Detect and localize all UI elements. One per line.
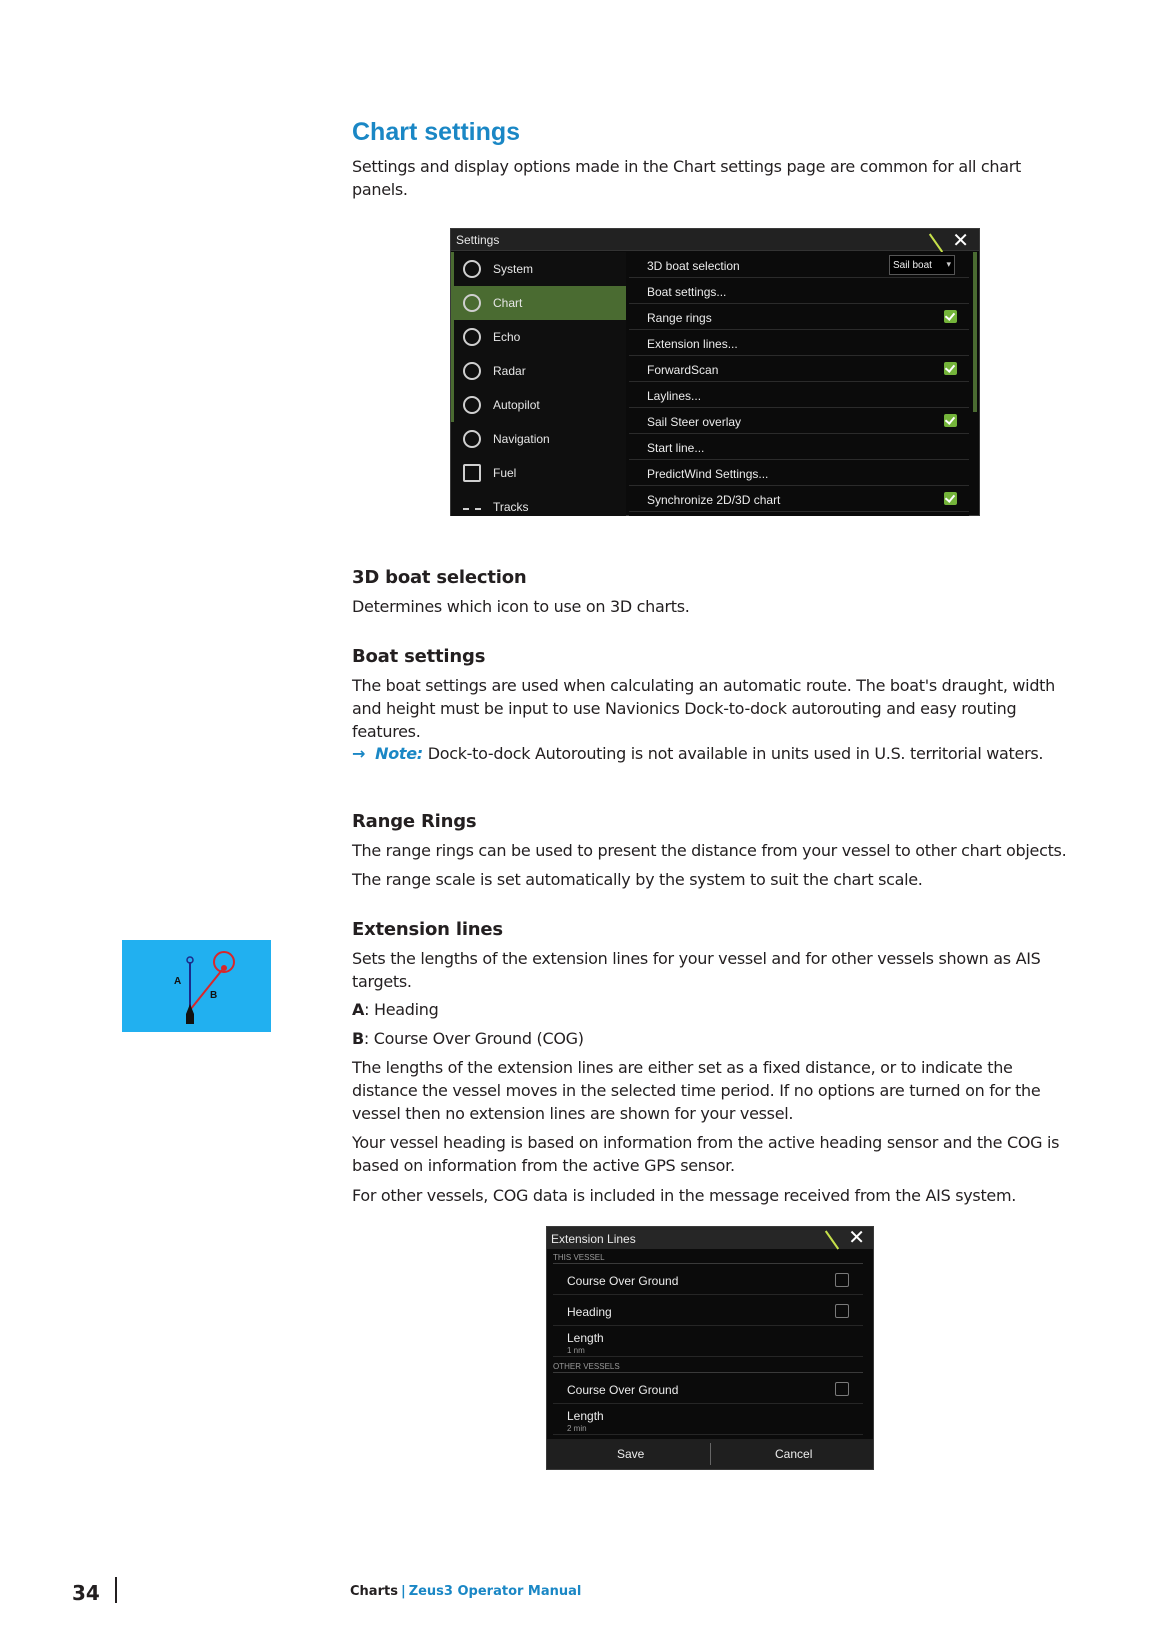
option-label: Sail Steer overlay bbox=[647, 415, 742, 429]
option-range-rings[interactable] bbox=[629, 304, 969, 330]
sidebar-item-tracks[interactable] bbox=[451, 490, 626, 524]
note bbox=[352, 744, 1043, 763]
sidebar-item-system[interactable] bbox=[451, 252, 626, 286]
row-other-length[interactable] bbox=[553, 1405, 863, 1435]
echo-icon bbox=[463, 328, 481, 346]
sidebar-item-label: Fuel bbox=[493, 466, 517, 480]
row-value: 1 nm bbox=[567, 1346, 585, 1355]
extension-title: Extension Lines bbox=[551, 1232, 636, 1246]
option-label: ForwardScan bbox=[647, 363, 719, 377]
row-label: Heading bbox=[567, 1305, 612, 1319]
chevron-down-icon: ▾ bbox=[946, 259, 951, 269]
close-button[interactable] bbox=[827, 1227, 867, 1249]
sidebar-item-echo[interactable] bbox=[451, 320, 626, 354]
settings-options bbox=[629, 252, 969, 516]
sidebar-item-chart[interactable] bbox=[451, 286, 626, 320]
checkbox-unchecked[interactable] bbox=[835, 1273, 849, 1287]
option-label: Boat settings... bbox=[647, 285, 727, 299]
row-label: Length bbox=[567, 1331, 604, 1345]
row-this-length[interactable] bbox=[553, 1327, 863, 1357]
heading-range-rings: Range Rings bbox=[352, 811, 477, 832]
footer-separator: | bbox=[400, 1584, 406, 1599]
diagram-svg bbox=[122, 940, 271, 1032]
gear-icon bbox=[463, 260, 481, 278]
chart-icon bbox=[463, 294, 481, 312]
option-label: Extension lines... bbox=[647, 337, 738, 351]
sidebar-item-label: Radar bbox=[493, 364, 526, 378]
navigation-icon bbox=[463, 430, 481, 448]
checkbox-checked[interactable] bbox=[944, 310, 957, 323]
sidebar-item-fuel[interactable] bbox=[451, 456, 626, 490]
button-divider bbox=[710, 1443, 711, 1465]
sidebar-item-label: Navigation bbox=[493, 432, 550, 446]
range-rings-text-2: The range scale is set automatically by the system to suit the chart scale. bbox=[352, 870, 923, 889]
row-this-cog[interactable] bbox=[553, 1265, 863, 1295]
legend-b-key: B bbox=[352, 1029, 364, 1048]
option-label: Laylines... bbox=[647, 389, 702, 403]
page-title: Chart settings bbox=[352, 118, 521, 146]
option-label: Range rings bbox=[647, 311, 712, 325]
option-label: Synchronize 2D/3D chart bbox=[647, 493, 781, 507]
scrollbar[interactable] bbox=[973, 252, 977, 412]
extension-lines-text-1: Sets the lengths of the extension lines for your vessel and for other vessels shown as AIS targets. bbox=[352, 949, 1041, 991]
autopilot-icon bbox=[463, 396, 481, 414]
sidebar-item-label: Echo bbox=[493, 330, 521, 344]
tracks-icon bbox=[463, 498, 481, 510]
sidebar-item-label: Chart bbox=[493, 296, 523, 310]
section-other-vessels: OTHER VESSELS bbox=[553, 1362, 863, 1373]
sidebar-item-radar[interactable] bbox=[451, 354, 626, 388]
legend-a bbox=[352, 998, 438, 1021]
note-text: Dock-to-dock Autorouting is not available in units used in U.S. territorial waters. bbox=[427, 744, 1044, 763]
footer-manual: Zeus3 Operator Manual bbox=[408, 1584, 582, 1599]
extension-lines-text-2: The lengths of the extension lines are either set as a fixed distance, or to indicate the distance the vessel moves in the selected time period. If no options are turned on for the vessel then no extension lines are shown for your vessel. bbox=[352, 1058, 1041, 1123]
option-3d-boat-selection[interactable] bbox=[629, 252, 969, 278]
intro-text: Settings and display options made in the Chart settings page are common for all chart panels. bbox=[352, 157, 1021, 199]
extension-lines-screenshot bbox=[546, 1226, 874, 1470]
settings-sidebar bbox=[451, 252, 626, 516]
heading-3d-boat-selection: 3D boat selection bbox=[352, 567, 527, 588]
boat-select-dropdown[interactable] bbox=[889, 255, 955, 275]
heading-extension-lines: Extension lines bbox=[352, 919, 503, 940]
sidebar-item-label: Autopilot bbox=[493, 398, 540, 412]
row-label: Length bbox=[567, 1409, 604, 1423]
option-synchronize-2d-3d[interactable] bbox=[629, 486, 969, 512]
close-icon: ✕ bbox=[952, 228, 969, 252]
radar-icon bbox=[463, 362, 481, 380]
option-label: Start line... bbox=[647, 441, 705, 455]
sidebar-item-label: Tracks bbox=[493, 500, 529, 514]
legend-b bbox=[352, 1027, 584, 1050]
row-other-cog[interactable] bbox=[553, 1374, 863, 1404]
section-this-vessel: THIS VESSEL bbox=[553, 1253, 863, 1264]
save-button[interactable]: Save bbox=[617, 1447, 645, 1461]
page-number: 34 bbox=[72, 1581, 100, 1605]
row-label: Course Over Ground bbox=[567, 1383, 679, 1397]
option-label: PredictWind Settings... bbox=[647, 467, 769, 481]
checkbox-unchecked[interactable] bbox=[835, 1382, 849, 1396]
range-rings-text-1: The range rings can be used to present the distance from your vessel to other chart objects. bbox=[352, 841, 1067, 860]
close-icon: ✕ bbox=[848, 1225, 865, 1249]
settings-screenshot bbox=[450, 228, 980, 516]
boat-settings-text: The boat settings are used when calculating an automatic route. The boat's draught, width and height must be input to use Navionics Dock-to-dock autorouting and easy routing features. bbox=[352, 676, 1055, 741]
row-this-heading[interactable] bbox=[553, 1296, 863, 1326]
extension-lines-text-4: For other vessels, COG data is included in the message received from the AIS system. bbox=[352, 1186, 1017, 1205]
option-label: 3D boat selection bbox=[647, 259, 740, 273]
sidebar-item-autopilot[interactable] bbox=[451, 388, 626, 422]
select-value: Sail boat bbox=[893, 260, 932, 271]
slash-decoration bbox=[825, 1230, 839, 1249]
checkbox-checked[interactable] bbox=[944, 362, 957, 375]
option-boat-settings[interactable] bbox=[629, 278, 969, 304]
option-predictwind-settings[interactable] bbox=[629, 460, 969, 486]
footer-divider bbox=[115, 1577, 117, 1603]
extension-lines-text-3: Your vessel heading is based on information from the active heading sensor and the COG is based on information from the active GPS sensor. bbox=[352, 1133, 1060, 1175]
option-start-line[interactable] bbox=[629, 434, 969, 460]
option-extension-lines[interactable] bbox=[629, 330, 969, 356]
fuel-icon bbox=[463, 464, 481, 482]
row-label: Course Over Ground bbox=[567, 1274, 679, 1288]
slash-decoration bbox=[929, 233, 943, 252]
legend-b-text: : Course Over Ground (COG) bbox=[363, 1029, 584, 1048]
diagram-label-b: B bbox=[210, 990, 218, 1001]
legend-a-key: A bbox=[352, 1000, 365, 1019]
dialog-button-bar bbox=[547, 1439, 873, 1469]
legend-a-text: : Heading bbox=[364, 1000, 439, 1019]
extension-lines-diagram bbox=[122, 940, 271, 1032]
cancel-button[interactable]: Cancel bbox=[775, 1447, 813, 1461]
footer-chapter: Charts bbox=[350, 1584, 398, 1599]
row-value: 2 min bbox=[567, 1424, 587, 1433]
note-label: Note: bbox=[375, 744, 423, 763]
option-sail-steer-overlay[interactable] bbox=[629, 408, 969, 434]
checkbox-unchecked[interactable] bbox=[835, 1304, 849, 1318]
checkbox-checked[interactable] bbox=[944, 492, 957, 505]
extension-titlebar bbox=[547, 1227, 873, 1249]
heading-boat-settings: Boat settings bbox=[352, 646, 486, 667]
option-forwardscan[interactable] bbox=[629, 356, 969, 382]
diagram-label-a: A bbox=[174, 976, 182, 987]
cog-endpoint bbox=[221, 965, 227, 971]
settings-title: Settings bbox=[456, 233, 500, 247]
sidebar-item-label: System bbox=[493, 262, 534, 276]
boat-selection-text: Determines which icon to use on 3D charts. bbox=[352, 597, 690, 616]
checkbox-checked[interactable] bbox=[944, 414, 957, 427]
settings-titlebar bbox=[451, 229, 979, 251]
option-laylines[interactable] bbox=[629, 382, 969, 408]
arrow-right-icon: → bbox=[352, 744, 366, 763]
footer-text bbox=[350, 1584, 581, 1599]
sidebar-item-navigation[interactable] bbox=[451, 422, 626, 456]
close-button[interactable] bbox=[931, 230, 971, 252]
